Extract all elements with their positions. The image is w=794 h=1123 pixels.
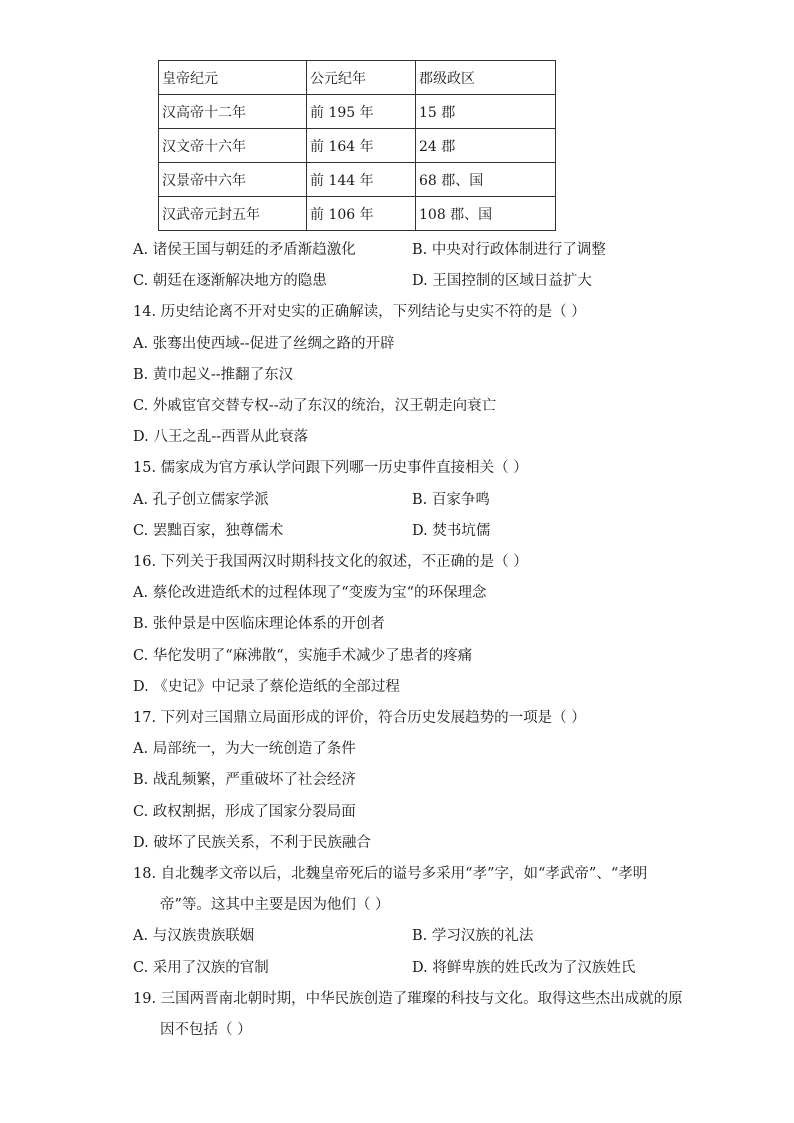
q16-option-b: B. 张仲景是中医临床理论体系的开创者	[133, 616, 385, 632]
q13-option-c: C. 朝廷在逐渐解决地方的隐患	[133, 273, 327, 289]
q15-option-d: D. 焚书坑儒	[412, 523, 491, 539]
q19-stem-line2: 因不包括（ ）	[160, 1022, 252, 1038]
q18-stem-line2: 帝”等。这其中主要是因为他们（ ）	[160, 897, 390, 913]
q15-option-c: C. 罢黜百家，独尊儒术	[133, 523, 284, 539]
table-row	[159, 129, 556, 163]
q18-option-b: B. 学习汉族的礼法	[412, 928, 534, 944]
table-row	[159, 197, 556, 231]
q13-option-d: D. 王国控制的区域日益扩大	[412, 273, 592, 289]
table-row	[159, 163, 556, 197]
q16-option-a: A. 蔡伦改进造纸术的过程体现了“变废为宝“的环保理念	[133, 585, 487, 601]
q17-option-c: C. 政权割据，形成了国家分裂局面	[133, 804, 356, 820]
table-header-cell: 公元纪年	[307, 61, 416, 95]
emperor-era-table	[158, 60, 556, 231]
q18-option-d: D. 将鲜卑族的姓氏改为了汉族姓氏	[412, 960, 636, 976]
q17-option-a: A. 局部统一，为大一统创造了条件	[133, 741, 356, 757]
table-cell: 汉景帝中六年	[159, 163, 307, 197]
q17-option-d: D. 破坏了民族关系，不利于民族融合	[133, 835, 371, 851]
table-cell: 前 164 年	[307, 129, 416, 163]
table-cell: 24 郡	[416, 129, 556, 163]
table-cell: 汉文帝十六年	[159, 129, 307, 163]
table-cell: 前 144 年	[307, 163, 416, 197]
q14-option-d: D. 八王之乱--西晋从此衰落	[133, 429, 309, 445]
table-row	[159, 95, 556, 129]
table-header-cell: 皇帝纪元	[159, 61, 307, 95]
q18-option-a: A. 与汉族贵族联姻	[133, 928, 255, 944]
q14-option-a: A. 张骞出使西域--促进了丝绸之路的开辟	[133, 336, 395, 352]
q15-option-a: A. 孔子创立儒家学派	[133, 492, 269, 508]
table-cell: 68 郡、国	[416, 163, 556, 197]
table-cell: 汉武帝元封五年	[159, 197, 307, 231]
table-header-cell: 郡级政区	[416, 61, 556, 95]
q15-stem: 15. 儒家成为官方承认学问跟下列哪一历史事件直接相关（ ）	[133, 460, 528, 476]
q14-option-c: C. 外戚宦官交替专权--动了东汉的统治，汉王朝走向衰亡	[133, 398, 497, 414]
table-cell: 前 195 年	[307, 95, 416, 129]
table-header-row	[159, 61, 556, 95]
q18-option-c: C. 采用了汉族的官制	[133, 960, 269, 976]
q15-option-b: B. 百家争鸣	[412, 492, 490, 508]
q17-option-b: B. 战乱频繁，严重破坏了社会经济	[133, 772, 356, 788]
q16-option-c: C. 华佗发明了“麻沸散“，实施手术减少了患者的疼痛	[133, 648, 473, 664]
q16-option-d: D. 《史记》中记录了蔡伦造纸的全部过程	[133, 679, 400, 695]
table-cell: 汉高帝十二年	[159, 95, 307, 129]
table-cell: 108 郡、国	[416, 197, 556, 231]
q14-stem: 14. 历史结论离不开对史实的正确解读，下列结论与史实不符的是（ ）	[133, 304, 586, 320]
q18-stem-line1: 18. 自北魏孝文帝以后，北魏皇帝死后的谥号多采用“孝”字，如“孝武帝”、“孝明	[133, 866, 648, 882]
q17-stem: 17. 下列对三国鼎立局面形成的评价，符合历史发展趋势的一项是（ ）	[133, 710, 586, 726]
q14-option-b: B. 黄巾起义--推翻了东汉	[133, 367, 294, 383]
table-cell: 15 郡	[416, 95, 556, 129]
table-cell: 前 106 年	[307, 197, 416, 231]
q16-stem: 16. 下列关于我国两汉时期科技文化的叙述，不正确的是（ ）	[133, 554, 528, 570]
q13-option-a: A. 诸侯王国与朝廷的矛盾渐趋激化	[133, 242, 356, 258]
q19-stem-line1: 19. 三国两晋南北朝时期，中华民族创造了璀璨的科技与文化。取得这些杰出成就的原	[133, 991, 683, 1007]
q13-option-b: B. 中央对行政体制进行了调整	[412, 242, 606, 258]
